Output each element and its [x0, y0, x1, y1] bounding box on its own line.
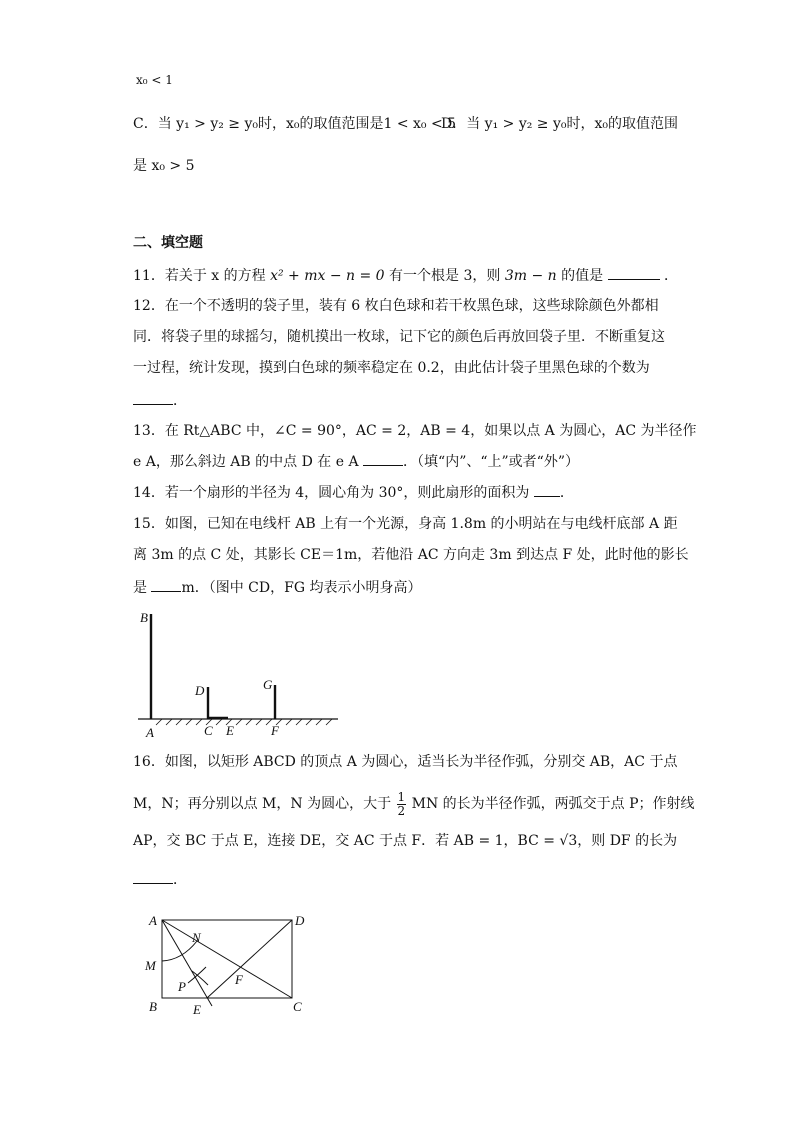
q11-mid: 有一个根是 3，则 — [389, 268, 501, 284]
q16-line2-end: MN 的长为半径作弧，两弧交于点 P；作射线 — [411, 796, 695, 812]
fig-label-M: M — [145, 958, 156, 973]
q11-prefix: 11．若关于 x 的方程 — [133, 268, 266, 284]
option-d-continued: 是 x₀ > 5 — [133, 158, 195, 174]
question-12-line2: 同．将袋子里的球摇匀，随机摸出一枚球，记下它的颜色后再放回袋子里．不断重复这 — [133, 329, 665, 345]
q12-answer-blank[interactable] — [133, 390, 173, 405]
label-G: G — [263, 677, 273, 692]
q16-fraction-numerator: 1 — [397, 789, 406, 804]
q16-fraction — [397, 791, 407, 818]
q11-formula: x² + mx − n = 0 — [270, 268, 385, 284]
q16-answer-blank[interactable] — [133, 869, 173, 884]
q14-end: ． — [559, 485, 574, 501]
q15-figure — [130, 605, 345, 740]
question-12-line3: 一过程，统计发现，摸到白色球的频率稳定在 0.2，由此估计袋子里黑色球的个数为 — [133, 360, 650, 376]
q14-answer-blank[interactable] — [534, 482, 560, 497]
q11-suffix: 的值是 — [561, 268, 604, 284]
q12-end: ． — [173, 393, 187, 409]
question-16-answer — [133, 869, 187, 890]
label-D: D — [195, 683, 205, 698]
q15-answer-blank[interactable] — [151, 577, 181, 592]
question-12-line1: 12．在一个不透明的袋子里，装有 6 枚白色球和若干枚黑色球，这些球除颜色外都相 — [133, 298, 659, 314]
q11-expr: 3m − n — [504, 268, 557, 284]
label-E: E — [226, 723, 234, 738]
fig-label-E: E — [193, 1002, 201, 1017]
option-c: C．当 y₁ > y₂ ≥ y₀时，x₀的取值范围是1 < x₀ < 5 — [133, 116, 457, 132]
q13-answer-blank[interactable] — [363, 451, 403, 466]
label-C: C — [204, 723, 213, 738]
question-14 — [133, 482, 574, 503]
fig-label-P: P — [178, 979, 186, 994]
fig-label-A: A — [149, 913, 157, 928]
q16-line2-start: M，N；再分别以点 M，N 为圆心，大于 — [133, 796, 392, 812]
q15-line3-end: m．（图中 CD，FG 均表示小明身高） — [181, 580, 422, 596]
ray-ap — [162, 920, 212, 1006]
label-B: B — [140, 610, 148, 625]
q14-text: 14．若一个扇形的半径为 4，圆心角为 30°，则此扇形的面积为 — [133, 485, 530, 501]
question-13-line2 — [133, 451, 579, 472]
question-15-line2: 离 3m 的点 C 处，其影长 CE＝1m，若他沿 AC 方向走 3m 到达点 F 处，此时他的影长 — [133, 547, 689, 563]
fig-label-C: C — [293, 999, 302, 1014]
q16-end: ． — [173, 872, 187, 888]
question-11 — [133, 265, 678, 286]
prev-option-b-tail: x₀ < 1 — [136, 73, 173, 87]
fig-label-B: B — [149, 999, 157, 1014]
fig-label-F: F — [235, 972, 243, 987]
question-13-line1: 13．在 Rt△ABC 中，∠C = 90°，AC = 2，AB = 4，如果以点 A 为圆心，AC 为半径作 — [133, 423, 697, 439]
fig-label-D: D — [295, 913, 305, 928]
q11-end: ． — [664, 268, 679, 284]
label-F: F — [271, 723, 279, 738]
label-A: A — [146, 725, 154, 740]
q15-line3-start: 是 — [133, 580, 147, 596]
question-16-line1: 16．如图，以矩形 ABCD 的顶点 A 为圆心，适当长为半径作弧，分别交 AB，AC 于点 — [133, 754, 678, 770]
q13-line2-end: ．（填“内”、“上”或者“外”） — [403, 454, 579, 470]
segment-de — [207, 920, 292, 998]
q13-line2-text: e A，那么斜边 AB 的中点 D 在 e A — [133, 454, 359, 470]
question-15-line3 — [133, 577, 421, 598]
option-d: D．当 y₁ > y₂ ≥ y₀时，x₀的取值范围 — [441, 116, 679, 132]
question-12-answer — [133, 390, 187, 411]
q16-figure — [140, 905, 315, 1020]
fig-label-N: N — [192, 930, 201, 945]
ground-line — [138, 719, 338, 725]
q11-answer-blank[interactable] — [608, 265, 660, 280]
section-title: 二、填空题 — [133, 235, 203, 251]
q16-fraction-denominator: 2 — [397, 803, 406, 818]
question-15-line1: 15．如图，已知在电线杆 AB 上有一个光源，身高 1.8m 的小明站在与电线杆底部 A 距 — [133, 516, 678, 532]
question-16-line3: AP，交 BC 于点 E，连接 DE，交 AC 于点 F．若 AB = 1，BC = √3，则 DF 的长为 — [133, 833, 678, 849]
question-16-line2 — [133, 790, 695, 818]
